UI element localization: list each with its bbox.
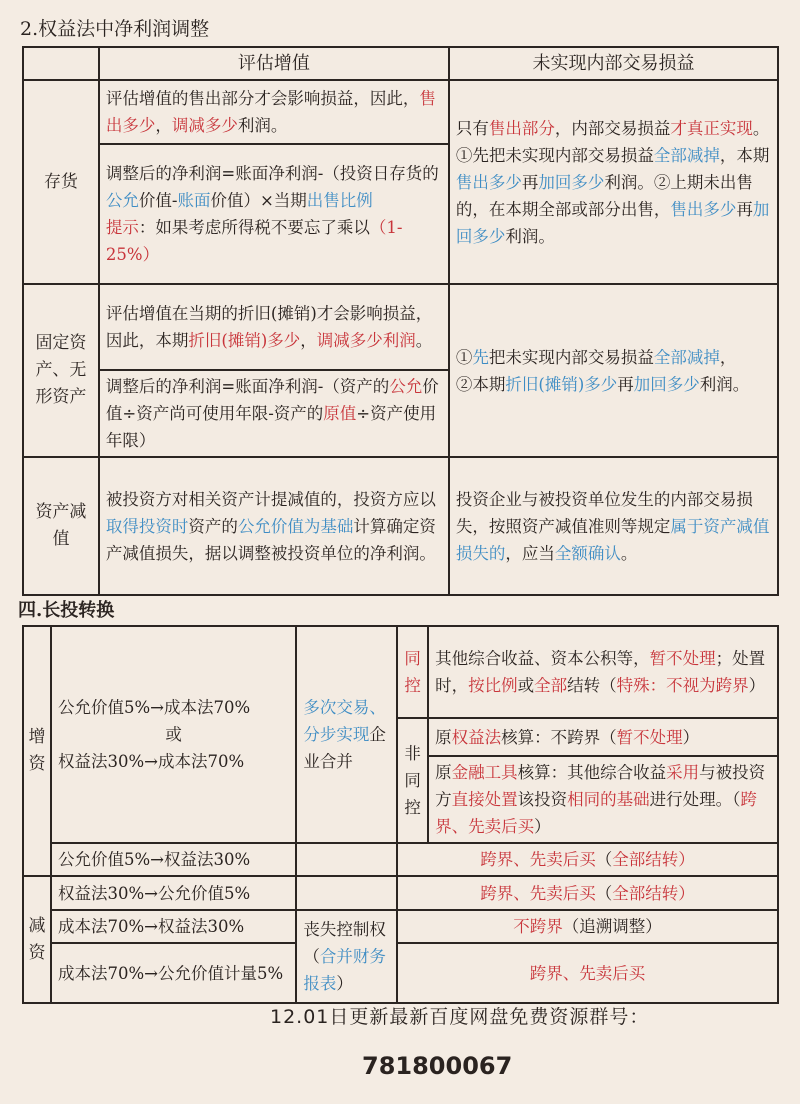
cell-fixed-appraisal-2: 调整后的净利润=账面净利润-（资产的公允价值÷资产尚可使用年限-资产的原值÷资产使用年限） [99, 370, 449, 457]
row-label-inventory: 存货 [23, 80, 99, 284]
cell-impairment-unrealized: 投资企业与被投资单位发生的内部交易损失，按照资产减值准则等规定属于资产减值损失的，应当全额确认。 [449, 457, 778, 595]
table-row-impairment [23, 457, 778, 595]
table-row-increase-1a [23, 626, 778, 718]
cell-same-control: 其他综合收益、资本公积等，暂不处理；处置时，按比例或全部结转（特殊：不视为跨界） [428, 626, 778, 718]
table-row-increase-2 [23, 843, 778, 876]
table-row-fixed-assets-1 [23, 284, 778, 370]
cell-non-same-control-financial: 原金融工具核算：其他综合收益采用与被投资方直接处置该投资相同的基础进行处理。（跨界、先卖后买） [428, 756, 778, 843]
cell-empty [296, 876, 397, 910]
footer-group-number: 781800067 [362, 1052, 513, 1080]
cell-step-merge: 多次交易、分步实现企业合并 [296, 626, 397, 843]
table-row-decrease-2 [23, 910, 778, 943]
row-label-decrease: 减资 [23, 876, 51, 1003]
cell-cost-to-fv: 成本法70%→公允价值计量5% [51, 943, 296, 1003]
table-row-inventory-1 [23, 80, 778, 144]
row-label-fixed-intangible-assets: 固定资产、无形资产 [23, 284, 99, 457]
equity-method-table [22, 46, 779, 596]
cell-fv-to-equity-result: 跨界、先卖后买（全部结转） [397, 843, 778, 876]
table-row-decrease-3 [23, 943, 778, 1003]
row-label-increase: 增资 [23, 626, 51, 876]
header-appraisal-increase: 评估增值 [99, 47, 449, 80]
cell-cost-to-fv-result: 跨界、先卖后买 [397, 943, 778, 1003]
ltei-conversion-table [22, 625, 779, 1004]
table-header-row [23, 47, 778, 80]
table-row-decrease-1 [23, 876, 778, 910]
cell-inventory-appraisal-2: 调整后的净利润=账面净利润-（投资日存货的公允价值-账面价值）×当期出售比例 提示：如果考虑所得税不要忘了乘以（1-25%） [99, 144, 449, 284]
cell-cost-to-equity: 成本法70%→权益法30% [51, 910, 296, 943]
cell-inventory-unrealized: 只有售出部分，内部交易损益才真正实现。①先把未实现内部交易损益全部减掉，本期售出多少再加回多少利润。②上期未出售的，在本期全部或部分出售，售出多少再加回多少利润。 [449, 80, 778, 284]
section-title-long-term-investment-conversion: 四.长投转换 [18, 600, 115, 621]
cell-loss-of-control: 丧失控制权（合并财务报表） [296, 910, 397, 1003]
cell-increase-conversion: 公允价值5%→成本法70% 或 权益法30%→成本法70% [51, 626, 296, 843]
label-non-same-control: 非同控 [397, 718, 428, 843]
cell-equity-to-fv-result: 跨界、先卖后买（全部结转） [397, 876, 778, 910]
cell-cost-to-equity-result: 不跨界（追溯调整） [397, 910, 778, 943]
cell-empty [296, 843, 397, 876]
tip-label: 提示 [105, 218, 139, 237]
cell-non-same-control-equity: 原权益法核算：不跨界（暂不处理） [428, 718, 778, 756]
label-same-control: 同控 [397, 626, 428, 718]
cell-fixed-appraisal-1: 评估增值在当期的折旧(摊销)才会影响损益，因此，本期折旧(摊销)多少，调减多少利润。 [99, 284, 449, 370]
header-unrealized-gain-loss: 未实现内部交易损益 [449, 47, 778, 80]
row-label-asset-impairment: 资产减值 [23, 457, 99, 595]
cell-inventory-appraisal-1: 评估增值的售出部分才会影响损益，因此，售出多少，调减多少利润。 [99, 80, 449, 144]
cell-impairment-appraisal: 被投资方对相关资产计提减值的，投资方应以取得投资时资产的公允价值为基础计算确定资产减值损失，据以调整被投资单位的净利润。 [99, 457, 449, 595]
section-title-equity-method: 2.权益法中净利润调整 [20, 18, 210, 40]
header-blank [23, 47, 99, 80]
cell-fv-to-equity: 公允价值5%→权益法30% [51, 843, 296, 876]
cell-fixed-unrealized: ①先把未实现内部交易损益全部减掉， ②本期折旧(摊销)多少再加回多少利润。 [449, 284, 778, 457]
cell-equity-to-fv: 权益法30%→公允价值5% [51, 876, 296, 910]
footer-update-notice: 12.01日更新最新百度网盘免费资源群号： [270, 1006, 650, 1028]
